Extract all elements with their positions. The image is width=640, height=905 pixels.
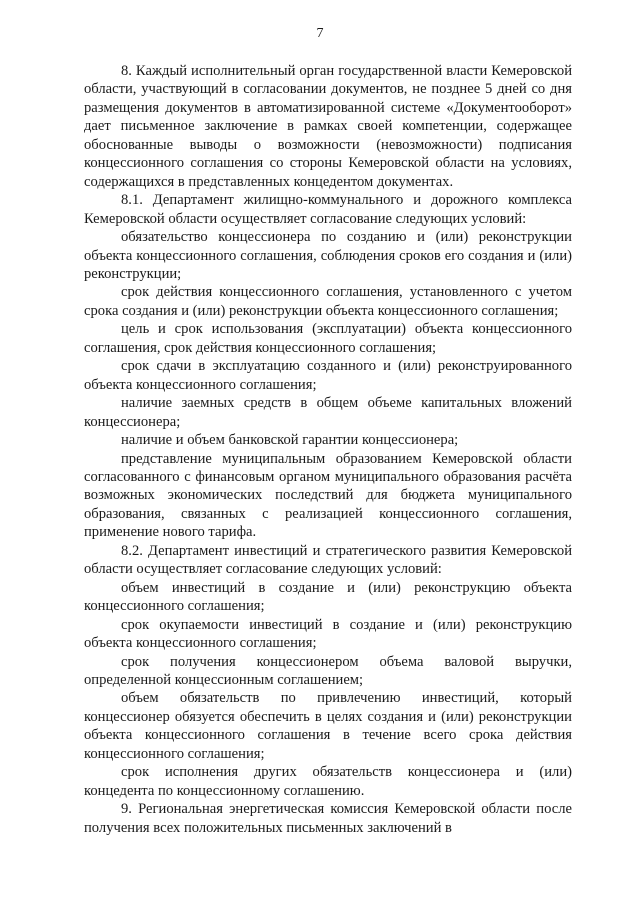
list-item: цель и срок использования (эксплуатации) объекта концессионного соглашения, срок действия концессионного соглашения; (84, 321, 572, 356)
paragraph-9: 9. Региональная энергетическая комиссия Кемеровской области после получения всех положительных письменных заключений в (84, 801, 572, 836)
list-item: наличие и объем банковской гарантии концессионера; (121, 432, 459, 449)
list-item: срок исполнения других обязательств концессионера и (или) концедента по концессионному соглашению. (84, 764, 572, 799)
list-item: обязательство концессионера по созданию и (или) реконструкции объекта концессионного соглашения, соблюдения сроков его создания и (или) реконструкции; (84, 229, 572, 282)
list-item: срок действия концессионного соглашения, установленного с учетом срока создания и (или) реконструкции объекта концессионного соглашения; (84, 284, 572, 319)
list-item: объем обязательств по привлечению инвестиций, который концессионер обязуется обеспечить в целях создания и (или) реконструкции объекта концессионного соглашения в течение всего срока действия концессионного соглашения; (84, 690, 572, 762)
list-item: представление муниципальным образованием Кемеровской области согласованного с финансовым органом муниципального образования расчёта возможных экономических последствий для бюджета муниципального образования, связанных с реализацией концессионного соглашения, применение нового тарифа. (84, 450, 572, 541)
list-item: срок окупаемости инвестиций в создание и (или) реконструкцию объекта концессионного соглашения; (84, 616, 572, 652)
paragraph-8: 8. Каждый исполнительный орган государственной власти Кемеровской области, участвующий в согласовании документов, не позднее 5 дней со дня размещения документов в автоматизированной системе «Документооборот» дает письменное заключение в рамках своей компетенции, содержащее обоснованные выводы о возможности (невозможности) подписания концессионного соглашения со стороны Кемеровской области на условиях, содержащихся в представленных концедентом документах. (84, 63, 572, 190)
list-item: наличие заемных средств в общем объеме капитальных вложений концессионера; (84, 395, 572, 430)
list-item: объем инвестиций в создание и (или) реконструкцию объекта концессионного соглашения; (84, 579, 572, 615)
document-body (84, 62, 572, 837)
page-number: 7 (316, 26, 324, 41)
paragraph-8-2: 8.2. Департамент инвестиций и стратегического развития Кемеровской области осуществляет согласование следующих условий: (84, 542, 572, 578)
list-item: срок сдачи в эксплуатацию созданного и (или) реконструированного объекта концессионного соглашения; (84, 358, 572, 393)
paragraph-8-1: 8.1. Департамент жилищно-коммунального и дорожного комплекса Кемеровской области осуществляет согласование следующих условий: (84, 192, 572, 227)
list-item: срок получения концессионером объема валовой выручки, определенной концессионным соглашением; (84, 653, 572, 688)
